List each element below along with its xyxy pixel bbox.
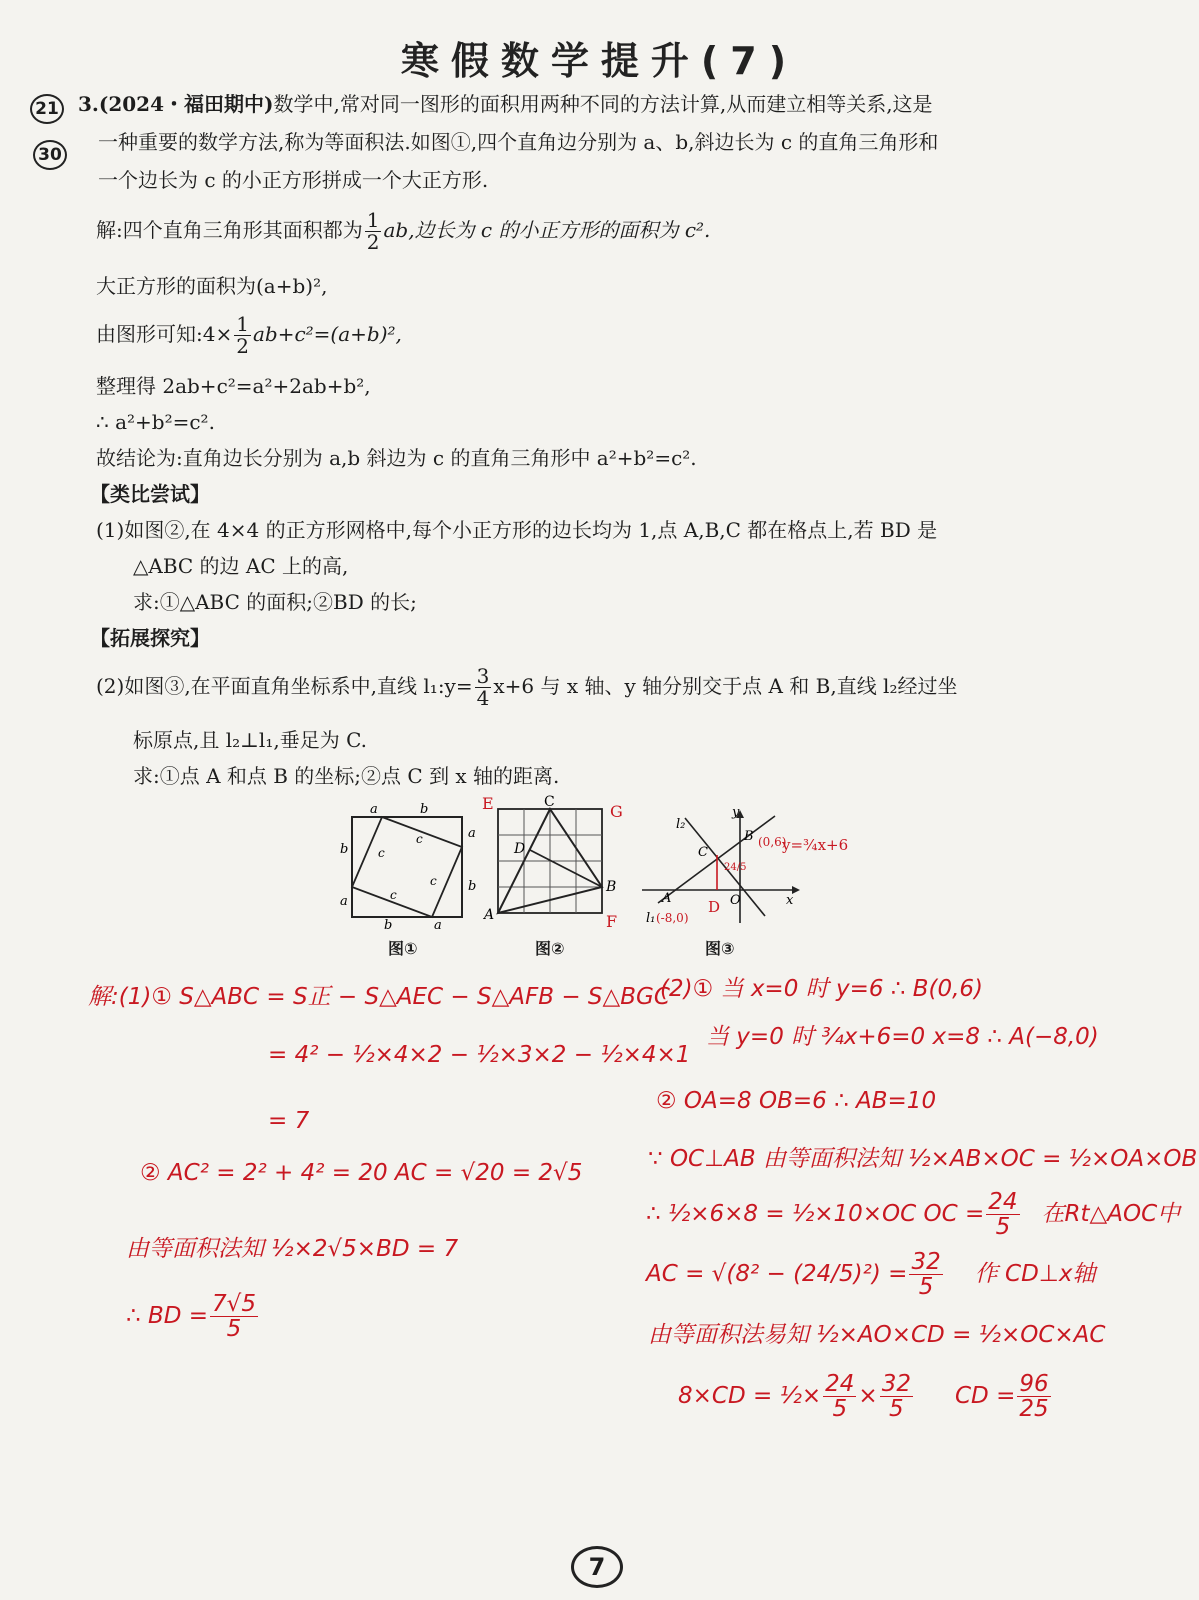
fraction-denominator: 4	[476, 686, 490, 710]
fraction-numerator: 24	[825, 1371, 855, 1397]
fig1-label-a-bottom: a	[434, 918, 442, 933]
hw-left-line-6	[126, 1292, 260, 1341]
figure-1-caption: 图①	[388, 939, 418, 958]
fraction-numerator: 96	[1019, 1371, 1049, 1397]
page-title: 寒假数学提升(7)	[400, 39, 799, 83]
fig1-label-b-bottom: b	[384, 918, 393, 933]
solution-line-3	[96, 314, 402, 357]
solution-line-1	[96, 210, 710, 253]
fig3-label-a: A	[662, 891, 672, 906]
section-heading-explore: 【拓展探究】	[90, 626, 210, 650]
fig3-note-a-coords: (-8,0)	[656, 911, 689, 925]
problem-intro-3: 一个边长为 c 的小正方形拼成一个大正方形.	[98, 168, 489, 192]
altitude-bd	[530, 850, 602, 887]
hw-right-line-8-times: ×	[858, 1383, 878, 1410]
fig3-label-l2: l₂	[676, 817, 686, 832]
fraction-bd	[210, 1292, 258, 1341]
fig2-label-c: C	[544, 795, 555, 810]
solution-line-2: 大正方形的面积为(a+b)²,	[96, 274, 328, 298]
fraction-denominator: 5	[918, 1274, 934, 1301]
fraction-ac	[880, 1372, 913, 1421]
solution-line-3-b: ab+c²=(a+b)²,	[252, 322, 402, 346]
hw-right-line-4: ∵ OC⊥AB 由等面积法知 ½×AB×OC = ½×OA×OB	[648, 1146, 1198, 1172]
hw-right-line-5-a: ∴ ½×6×8 = ½×10×OC OC =	[646, 1201, 985, 1228]
fig1-label-c-2: c	[378, 846, 385, 860]
hw-right-line-5-b: 在Rt△AOC中	[1041, 1201, 1181, 1228]
page-number: 7	[571, 1546, 623, 1588]
fig3-label-o: O	[730, 893, 741, 908]
fraction-denominator: 2	[236, 334, 249, 358]
fraction-cd	[1017, 1372, 1050, 1421]
fig1-label-c-1: c	[416, 832, 423, 846]
hw-left-line-5: 由等面积法知 ½×2√5×BD = 7	[126, 1236, 459, 1262]
question-2-line-1	[96, 666, 957, 709]
figure-1	[330, 795, 480, 935]
fraction-numerator: 3	[476, 664, 490, 688]
problem-intro-2: 一种重要的数学方法,称为等面积法.如图①,四个直角边分别为 a、b,斜边长为 c 的直角三角形和	[98, 130, 939, 154]
fig1-label-b-right: b	[468, 879, 477, 894]
question-2-line-2: 标原点,且 l₂⊥l₁,垂足为 C.	[133, 728, 368, 752]
hw-left-line-4: ② AC² = 2² + 4² = 20 AC = √20 = 2√5	[140, 1160, 583, 1186]
fraction-denominator: 5	[226, 1316, 242, 1343]
margin-mark-top: 21	[30, 94, 64, 124]
fraction-denominator: 2	[366, 230, 380, 254]
fig3-label-x: x	[786, 893, 794, 908]
fraction-numerator: 1	[366, 208, 380, 232]
fig3-label-c: C	[698, 845, 708, 860]
figure-3	[640, 798, 870, 933]
hw-left-line-2: = 4² − ½×4×2 − ½×3×2 − ½×4×1	[268, 1042, 691, 1068]
fig3-note-d: D	[708, 898, 721, 916]
fraction-denominator: 5	[995, 1214, 1011, 1241]
solution-line-3-a: 由图形可知:4×	[96, 322, 233, 346]
problem-intro-1: 数学中,常对同一图形的面积用两种不同的方法计算,从而建立相等关系,这是	[273, 92, 933, 116]
margin-mark-bottom: 30	[33, 140, 67, 170]
question-2-line-3: 求:①点 A 和点 B 的坐标;②点 C 到 x 轴的距离.	[133, 764, 560, 788]
fig1-label-c-4: c	[430, 874, 437, 888]
hw-left-line-6-a: ∴ BD =	[126, 1303, 209, 1330]
problem-line-1	[78, 90, 933, 118]
question-2-line-1-a: (2)如图③,在平面直角坐标系中,直线 l₁:y=	[96, 674, 473, 698]
question-1-line-3: 求:①△ABC 的面积;②BD 的长;	[133, 590, 417, 614]
fraction-ac	[909, 1250, 942, 1299]
solution-line-1-b: ab,边长为 c 的小正方形的面积为 c².	[383, 218, 711, 242]
fig3-note-oc: 24/5	[724, 862, 747, 873]
solution-line-6: 故结论为:直角边长分别为 a,b 斜边为 c 的直角三角形中 a²+b²=c².	[96, 446, 697, 470]
fig1-label-c-3: c	[390, 888, 397, 902]
question-1-line-2: △ABC 的边 AC 上的高,	[133, 554, 349, 578]
fig1-label-b-left: b	[340, 842, 349, 857]
hw-right-line-6-b: 作 CD⊥x轴	[974, 1261, 1096, 1288]
fig2-label-f: F	[606, 912, 618, 931]
fig3-label-l1: l₁	[646, 911, 656, 926]
hw-left-line-1: 解:(1)① S△ABC = S正 − S△AEC − S△AFB − S△BGC	[88, 984, 670, 1010]
section-heading-analogy: 【类比尝试】	[90, 482, 210, 506]
fraction-denominator: 25	[1019, 1396, 1049, 1423]
hw-right-line-8-b: CD =	[954, 1383, 1016, 1410]
solution-line-1-a: 解:四个直角三角形其面积都为	[96, 218, 363, 242]
fraction-one-half	[365, 210, 382, 253]
fraction-numerator: 32	[881, 1371, 911, 1397]
fig1-label-a-left: a	[340, 894, 348, 909]
fig3-label-y: y	[732, 805, 740, 820]
figure-3-caption: 图③	[705, 939, 735, 958]
fraction-denominator: 5	[889, 1396, 904, 1423]
fraction-numerator: 24	[988, 1189, 1018, 1215]
fraction-oc	[986, 1190, 1019, 1239]
solution-line-4: 整理得 2ab+c²=a²+2ab+b²,	[96, 374, 371, 398]
fig1-label-a-right: a	[468, 826, 476, 841]
hw-right-line-1: (2)① 当 x=0 时 y=6 ∴ B(0,6)	[660, 976, 984, 1002]
fraction-numerator: 32	[911, 1249, 941, 1275]
hw-right-line-8-a: 8×CD = ½×	[678, 1383, 822, 1410]
question-1-line-1: (1)如图②,在 4×4 的正方形网格中,每个小正方形的边长均为 1,点 A,B,C 都在格点上,若 BD 是	[96, 518, 938, 542]
fig3-note-b-coords: (0,6)	[758, 835, 787, 849]
problem-number: 3.	[78, 92, 99, 116]
fraction-oc	[823, 1372, 856, 1421]
figure-2	[478, 795, 628, 935]
question-2-line-1-b: x+6 与 x 轴、y 轴分别交于点 A 和 B,直线 l₂经过坐	[493, 674, 958, 698]
problem-source: (2024・福田期中)	[98, 92, 274, 116]
hw-right-line-7: 由等面积法易知 ½×AO×CD = ½×OC×AC	[648, 1322, 1106, 1348]
hw-right-line-3: ② OA=8 OB=6 ∴ AB=10	[656, 1088, 937, 1114]
hw-right-line-8	[678, 1372, 1053, 1421]
fig2-label-d: D	[514, 841, 526, 857]
fraction-numerator: 7√5	[212, 1291, 256, 1317]
fig2-label-b: B	[606, 879, 617, 895]
figure-2-caption: 图②	[535, 939, 565, 958]
fig2-label-e: E	[482, 795, 494, 813]
hw-right-line-5	[646, 1190, 1180, 1239]
hw-right-line-6-a: AC = √(8² − (24/5)²) =	[646, 1261, 908, 1288]
fraction-three-quarters	[475, 666, 492, 709]
solution-line-5: ∴ a²+b²=c².	[96, 410, 215, 434]
hw-right-line-6	[646, 1250, 1095, 1299]
hw-left-line-3: = 7	[268, 1108, 310, 1134]
fig2-label-a: A	[484, 907, 495, 923]
hw-right-line-2: 当 y=0 时 ¾x+6=0 x=8 ∴ A(−8,0)	[706, 1024, 1099, 1050]
fraction-denominator: 5	[832, 1396, 848, 1423]
fig3-label-b: B	[744, 829, 754, 844]
fig2-label-g: G	[610, 802, 623, 821]
fig1-label-b-top: b	[420, 802, 429, 817]
fig3-note-equation: y=¾x+6	[782, 836, 849, 854]
fig1-label-a-top: a	[370, 802, 378, 817]
fraction-one-half	[234, 314, 251, 357]
fraction-numerator: 1	[236, 312, 249, 336]
